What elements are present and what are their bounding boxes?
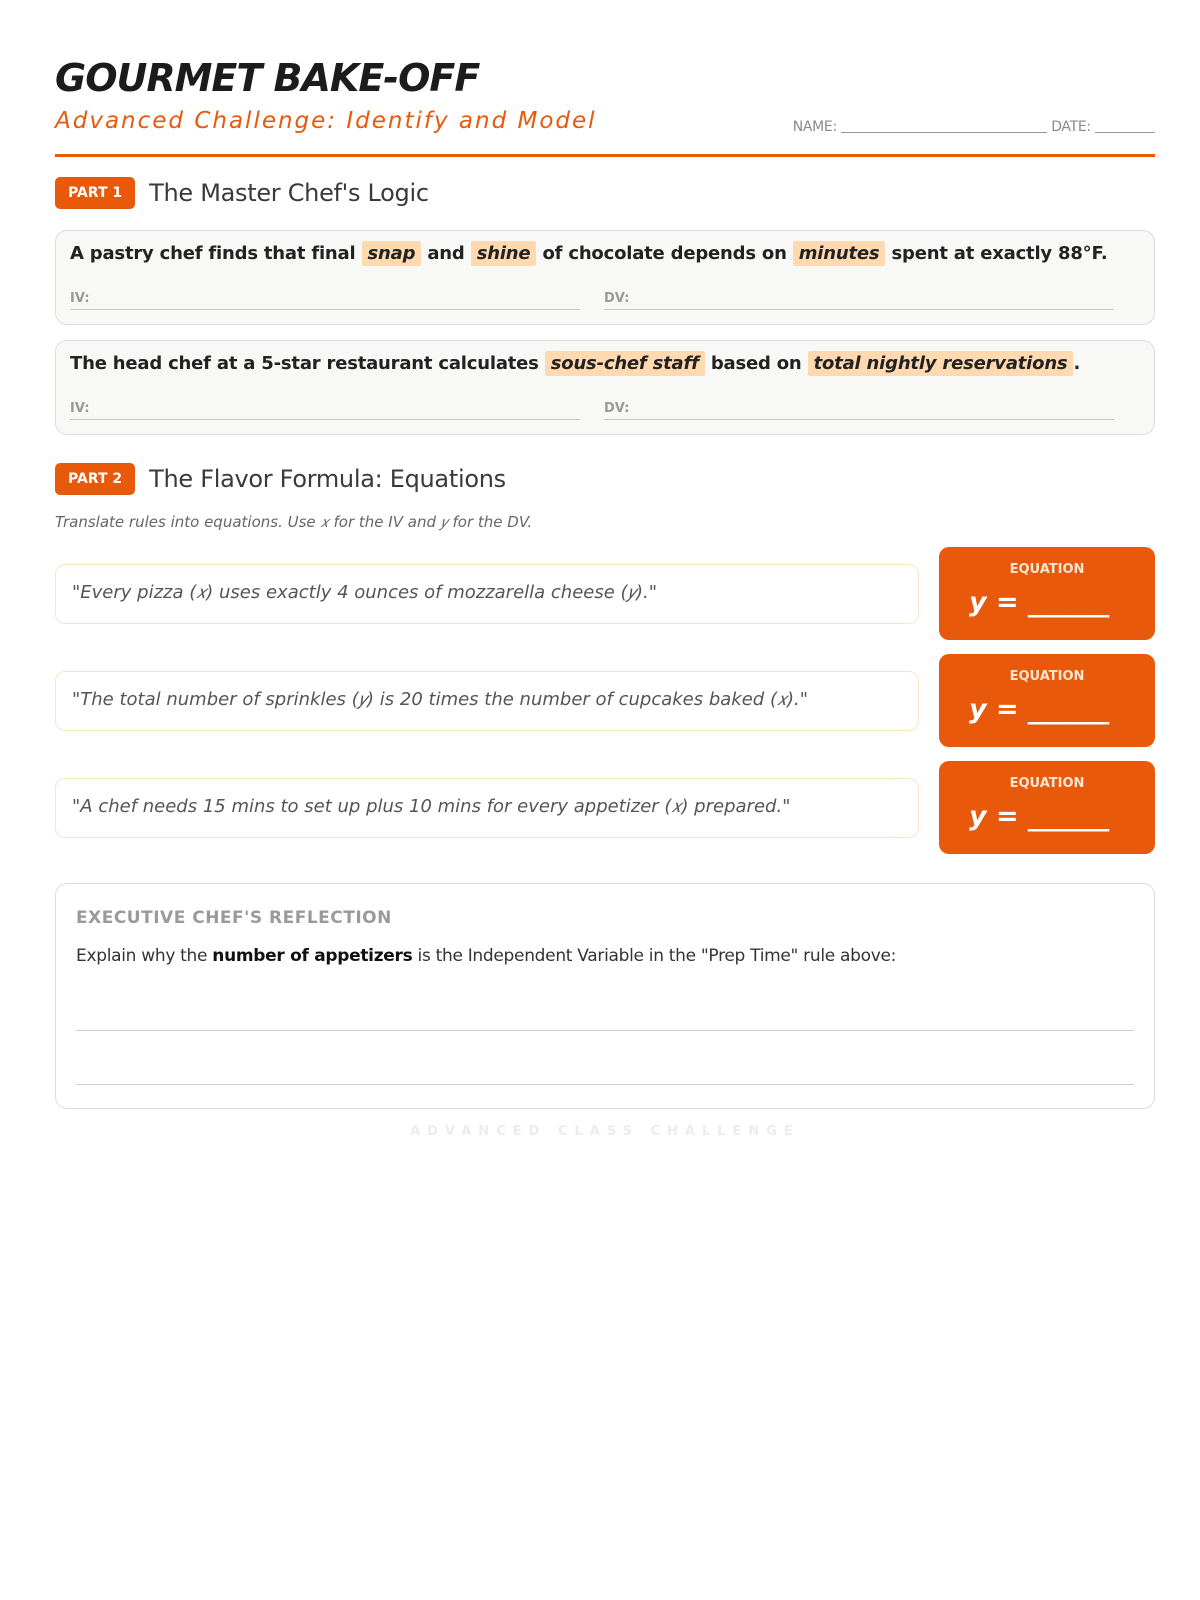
prompt-text: Explain why the [76, 946, 213, 966]
equation-box[interactable] [939, 761, 1155, 854]
variable-question-card [55, 340, 1155, 435]
footer-text: ADVANCED CLASS CHALLENGE [410, 1124, 800, 1139]
sentence-text: A pastry chef finds that final [70, 243, 362, 264]
equation-label: EQUATION [1009, 669, 1085, 684]
dv-label: DV: [604, 291, 630, 306]
equation-label: EQUATION [1009, 562, 1085, 577]
part2-badge: PART 2 [55, 463, 135, 495]
equation-blank[interactable]: y = ______ [969, 694, 1110, 725]
prompt-emphasis: number of appetizers [212, 946, 413, 966]
sentence-text: based on [704, 353, 808, 374]
equation-box[interactable] [939, 547, 1155, 640]
date-label: DATE: [1051, 119, 1091, 135]
rule-statement-box [55, 778, 919, 838]
part1-heading [55, 177, 429, 209]
part2-heading [55, 463, 506, 495]
part2-title: The Flavor Formula: Equations [149, 465, 506, 493]
sentence-text: spent at exactly 88°F. [885, 243, 1108, 264]
dv-answer-line[interactable] [604, 309, 1114, 310]
highlight-term: snap [362, 241, 422, 266]
dv-label: DV: [604, 401, 630, 416]
equation-blank[interactable]: y = ______ [969, 587, 1110, 618]
iv-answer-line[interactable] [70, 309, 580, 310]
worksheet-subtitle: Advanced Challenge: Identify and Model [55, 108, 597, 134]
rule-statement: "A chef needs 15 mins to set up plus 10 mins for every appetizer (𝑥) prepared." [72, 796, 791, 817]
prompt-text: is the Independent Variable in the "Prep Time" rule above: [412, 946, 897, 966]
name-date-fields [793, 119, 1155, 135]
part1-badge: PART 1 [55, 177, 135, 209]
date-blank[interactable] [1095, 119, 1155, 133]
question-sentence [70, 243, 1108, 264]
rule-statement-box [55, 671, 919, 731]
reflection-answer-line[interactable] [76, 1084, 1134, 1085]
iv-label: IV: [70, 291, 90, 306]
question-sentence [70, 353, 1080, 374]
sentence-text: and [421, 243, 471, 264]
rule-statement: "Every pizza (𝑥) uses exactly 4 ounces of mozzarella cheese (𝑦)." [72, 582, 657, 603]
equation-label: EQUATION [1009, 776, 1085, 791]
part1-title: The Master Chef's Logic [149, 179, 429, 207]
highlight-term: total nightly reservations [808, 351, 1074, 376]
dv-answer-line[interactable] [604, 419, 1114, 420]
variable-question-card [55, 230, 1155, 325]
equation-blank[interactable]: y = ______ [969, 801, 1110, 832]
reflection-prompt [76, 946, 896, 966]
iv-answer-line[interactable] [70, 419, 580, 420]
highlight-term: minutes [793, 241, 886, 266]
rule-statement-box [55, 564, 919, 624]
reflection-answer-line[interactable] [76, 1030, 1134, 1031]
sentence-text: . [1073, 353, 1081, 374]
rule-statement: "The total number of sprinkles (𝑦) is 20 times the number of cupcakes baked (𝑥)." [72, 689, 809, 710]
sentence-text: The head chef at a 5-star restaurant calculates [70, 353, 545, 374]
equation-box[interactable] [939, 654, 1155, 747]
name-label: NAME: [792, 119, 837, 135]
highlight-term: shine [471, 241, 537, 266]
iv-label: IV: [70, 401, 90, 416]
reflection-card [55, 883, 1155, 1109]
highlight-term: sous-chef staff [545, 351, 705, 376]
reflection-title: EXECUTIVE CHEF'S REFLECTION [76, 908, 392, 928]
name-blank[interactable] [841, 119, 1047, 133]
header-divider [55, 154, 1155, 157]
part2-instructions: Translate rules into equations. Use 𝑥 for the IV and 𝑦 for the DV. [55, 513, 533, 531]
sentence-text: of chocolate depends on [536, 243, 793, 264]
worksheet-title: GOURMET BAKE-OFF [55, 56, 480, 100]
